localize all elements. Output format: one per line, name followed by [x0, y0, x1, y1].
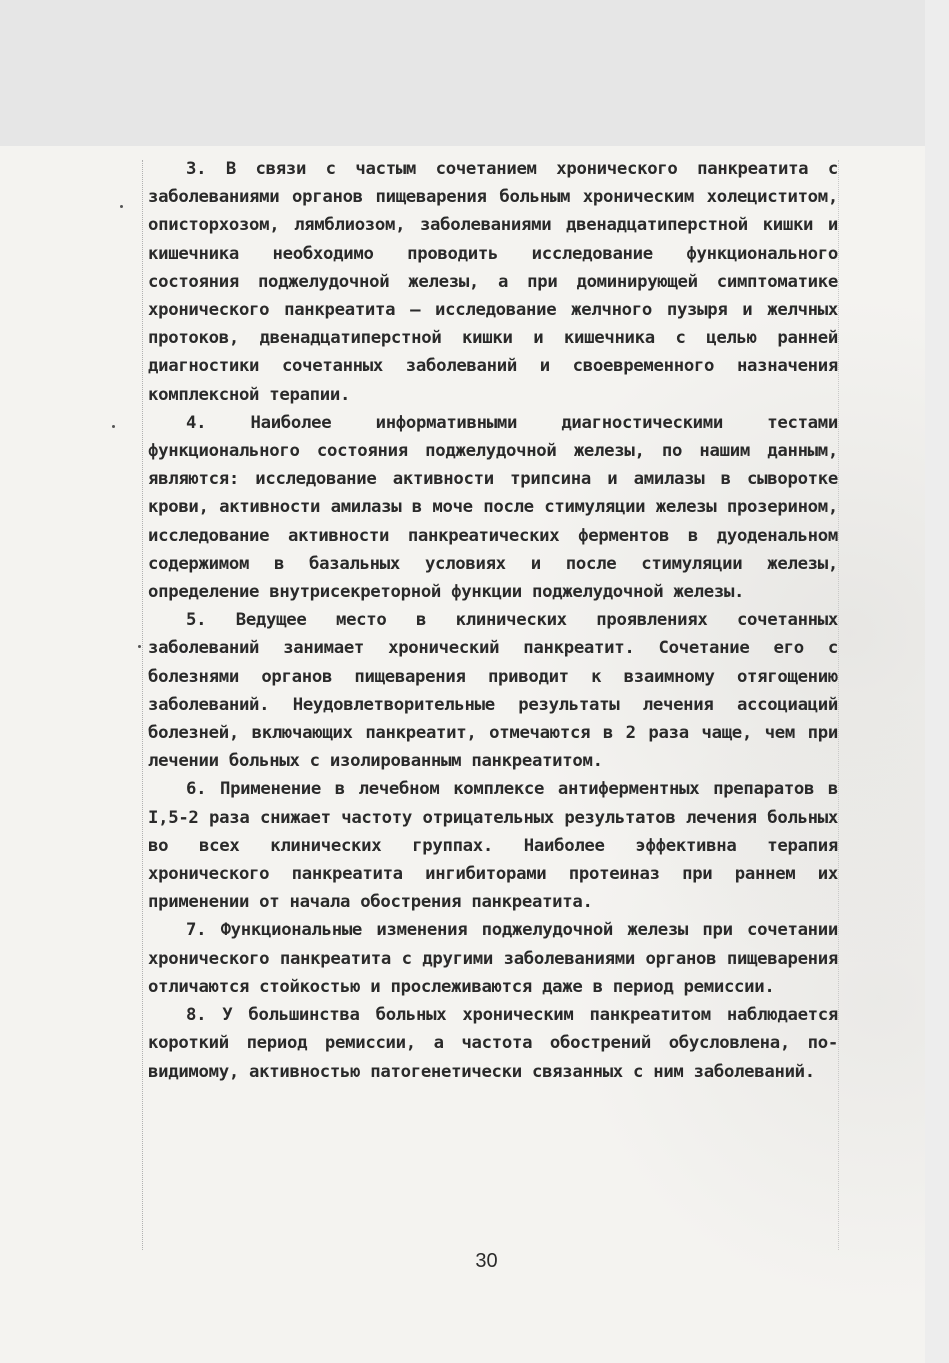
- document-body: [148, 155, 838, 1086]
- paragraph-5: 5. Ведущее место в клинических проявлениях сочетанных заболеваний занимает хронический панкреатит. Сочетание его с болезнями органов пищеварения приводит к взаимному отягощению заболеваний. Неудовлетворительные результаты лечения ассоциаций болезней, включающих панкреатит, отмечаются в 2 раза чаще, чем при лечении больных с изолированным панкреатитом.: [148, 610, 838, 772]
- scan-speck: [138, 645, 141, 648]
- right-margin-rule: [838, 160, 839, 1250]
- scan-top-margin: [0, 0, 925, 146]
- paragraph-6: 6. Применение в лечебном комплексе антиферментных препаратов в I,5-2 раза снижает частоту отрицательных результатов лечения больных во всех клинических группах. Наиболее эффективна терапия хронического панкреатита ингибиторами протеиназ при раннем их применении от начала обострения панкреатита.: [148, 779, 838, 913]
- scan-speck: [112, 425, 115, 428]
- paragraph-3: 3. В связи с частым сочетанием хронического панкреатита с заболеваниями органов пищеварения больным хроническим холециститом, описторхозом, лямблиозом, заболеваниями двенадцатиперстной кишки и кишечника необходимо проводить исследование функционального состояния поджелудочной железы, а при доминирующей симптоматике хронического панкреатита – исследование желчного пузыря и желчных протоков, двенадцатиперстной кишки и кишечника с целью ранней диагностики сочетанных заболеваний и своевременного назначения комплексной терапии.: [148, 159, 838, 405]
- page-number: 30: [475, 1250, 498, 1272]
- scan-speck: [120, 205, 123, 208]
- scan-right-edge: [925, 0, 949, 1363]
- left-margin-rule: [142, 160, 143, 1250]
- paragraph-8: 8. У большинства больных хроническим панкреатитом наблюдается короткий период ремиссии, а частота обострений обусловлена, по-видимому, активностью патогенетически связанных с ним заболеваний.: [148, 1005, 838, 1082]
- paragraph-7: 7. Функциональные изменения поджелудочной железы при сочетании хронического панкреатита с другими заболеваниями органов пищеварения отличаются стойкостью и прослеживаются даже в период ремиссии.: [148, 920, 838, 997]
- paragraph-4: 4. Наиболее информативными диагностическими тестами функционального состояния поджелудочной железы, по нашим данным, являются: исследование активности трипсина и амилазы в сыворотке крови, активности амилазы в моче после стимуляции железы прозерином, исследование активности панкреатических ферментов в дуоденальном содержимом в базальных условиях и после стимуляции железы, определение внутрисекреторной функции поджелудочной железы.: [148, 412, 838, 603]
